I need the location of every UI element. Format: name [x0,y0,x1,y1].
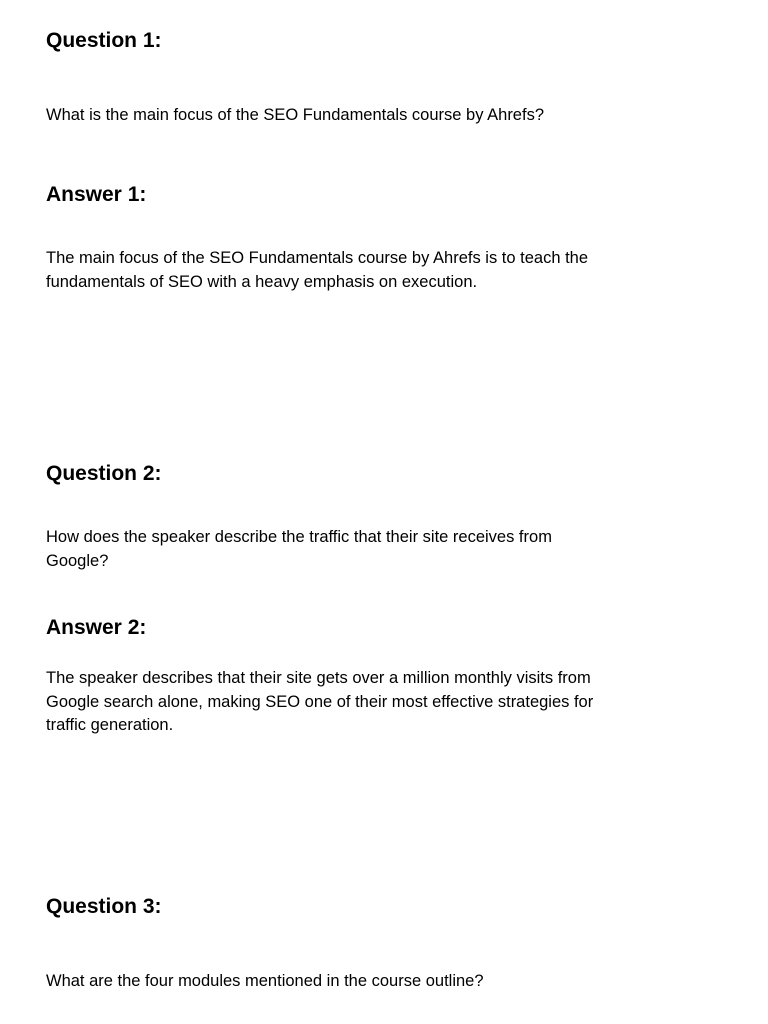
question-1-heading: Question 1: [46,29,162,52]
answer-1-text: The main focus of the SEO Fundamentals course by Ahrefs is to teach the fundamentals of SEO with a heavy emphasis on execution. [46,249,589,291]
question-2-heading: Question 2: [46,462,162,485]
question-2-text: How does the speaker describe the traffic that their site receives from Google? [46,528,552,570]
answer-1-heading: Answer 1: [46,183,147,206]
question-1-text: What is the main focus of the SEO Fundamentals course by Ahrefs? [46,106,544,124]
answer-2-heading: Answer 2: [46,616,147,639]
answer-2-text: The speaker describes that their site gets over a million monthly visits from Google search alone, making SEO one of their most effective strategies for traffic generation. [46,669,594,734]
question-3-heading: Question 3: [46,895,162,918]
question-3-text: What are the four modules mentioned in the course outline? [46,972,484,990]
